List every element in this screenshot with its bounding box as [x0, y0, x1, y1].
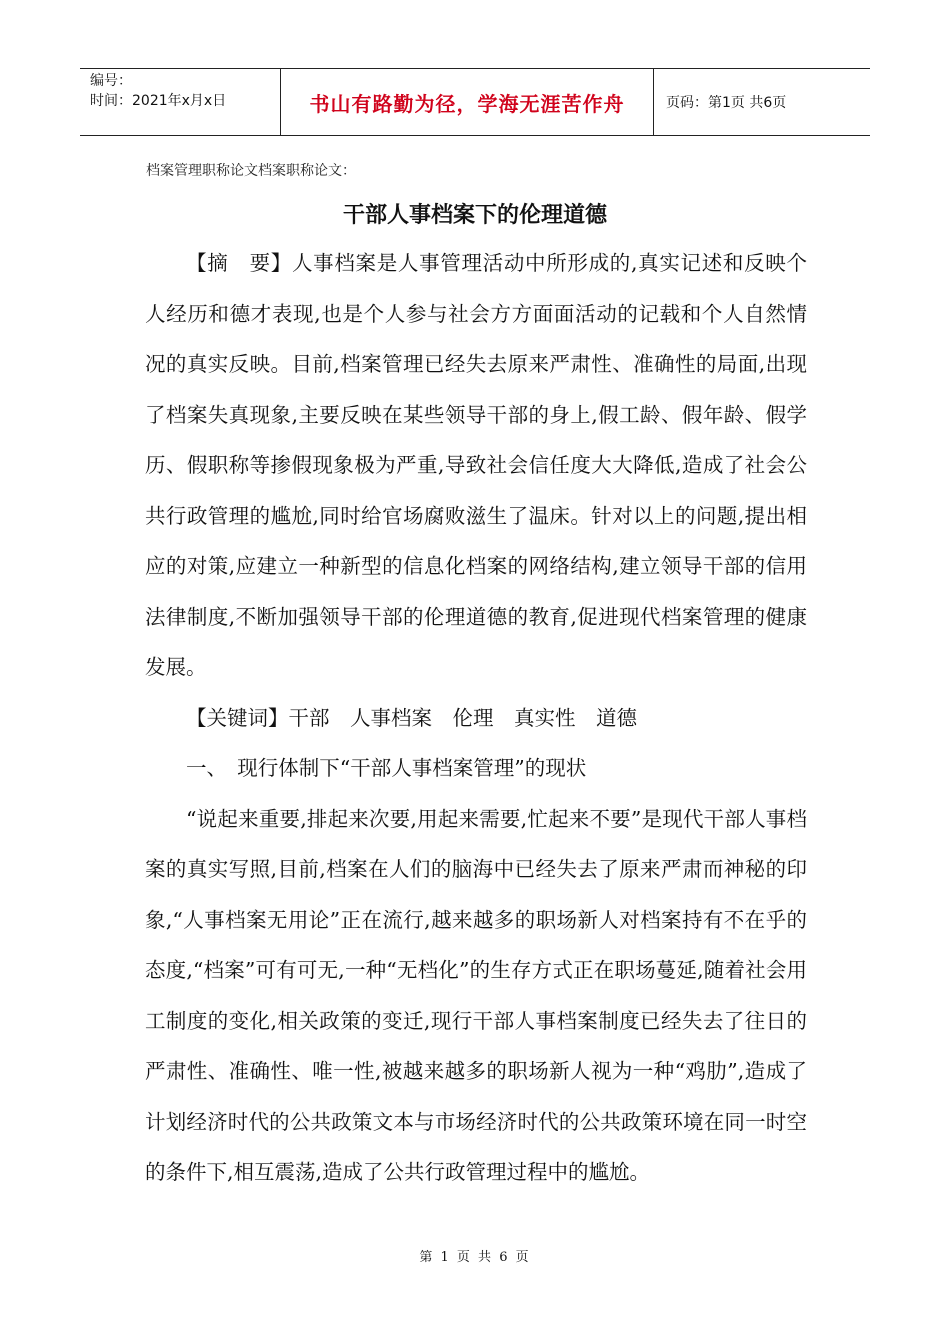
- page-footer: 第 1 页 共 6 页: [419, 1250, 531, 1265]
- section-heading: 一、 现行体制下“干部人事档案管理”的现状: [186, 756, 587, 780]
- pre-title: 档案管理职称论文档案职称论文：: [146, 163, 356, 179]
- abstract-paragraph: 【摘 要】人事档案是人事管理活动中所形成的,真实记述和反映个人经历和德才表现,也是个人参与社会方方面面活动的记载和个人自然情况的真实反映。目前,档案管理已经失去原来严肃性、准确性的局面,出现了档案失真现象,主要反映在某些领导干部的身上,假工龄、假年龄、假学历、假职称等掺假现象极为严重,导致社会信任度大大降低,造成了社会公共行政管理的尴尬,同时给官场腐败滋生了温床。针对以上的问题,提出相应的对策,应建立一种新型的信息化档案的网络结构,建立领导干部的信用法律制度,不断加强领导干部的伦理道德的教育,促进现代档案管理的健康发展。: [145, 251, 807, 679]
- body-paragraph: “说起来重要,排起来次要,用起来需要,忙起来不要”是现代干部人事档案的真实写照,目前,档案在人们的脑海中已经失去了原来严肃而神秘的印象,“人事档案无用论”正在流行,越来越多的职场新人对档案持有不在乎的态度,“档案”可有可无,一种“无档化”的生存方式正在职场蔓延,随着社会用工制度的变化,相关政策的变迁,现行干部人事档案制度已经失去了往日的严肃性、准确性、唯一性,被越来越多的职场新人视为一种“鸡肋”,造成了计划经济时代的公共政策文本与市场经济时代的公共政策环境在同一时空的条件下,相互震荡,造成了公共行政管理过程中的尴尬。: [145, 806, 807, 1184]
- header-page-info-cell: [654, 69, 870, 135]
- document-time: 时间：2021年x月x日: [90, 93, 227, 109]
- document-body: [145, 238, 807, 1198]
- header-page-info: 页码：第1页 共6页: [666, 95, 787, 111]
- document-number-label: 编号：: [90, 73, 132, 89]
- document-header: [80, 68, 870, 136]
- document-title: 干部人事档案下的伦理道德: [342, 203, 607, 228]
- header-meta: [80, 69, 280, 135]
- keywords-paragraph: 【关键词】干部 人事档案 伦理 真实性 道德: [186, 705, 637, 730]
- header-motto: 书山有路勤为径，学海无涯苦作舟: [309, 91, 625, 116]
- header-motto-cell: [280, 69, 654, 135]
